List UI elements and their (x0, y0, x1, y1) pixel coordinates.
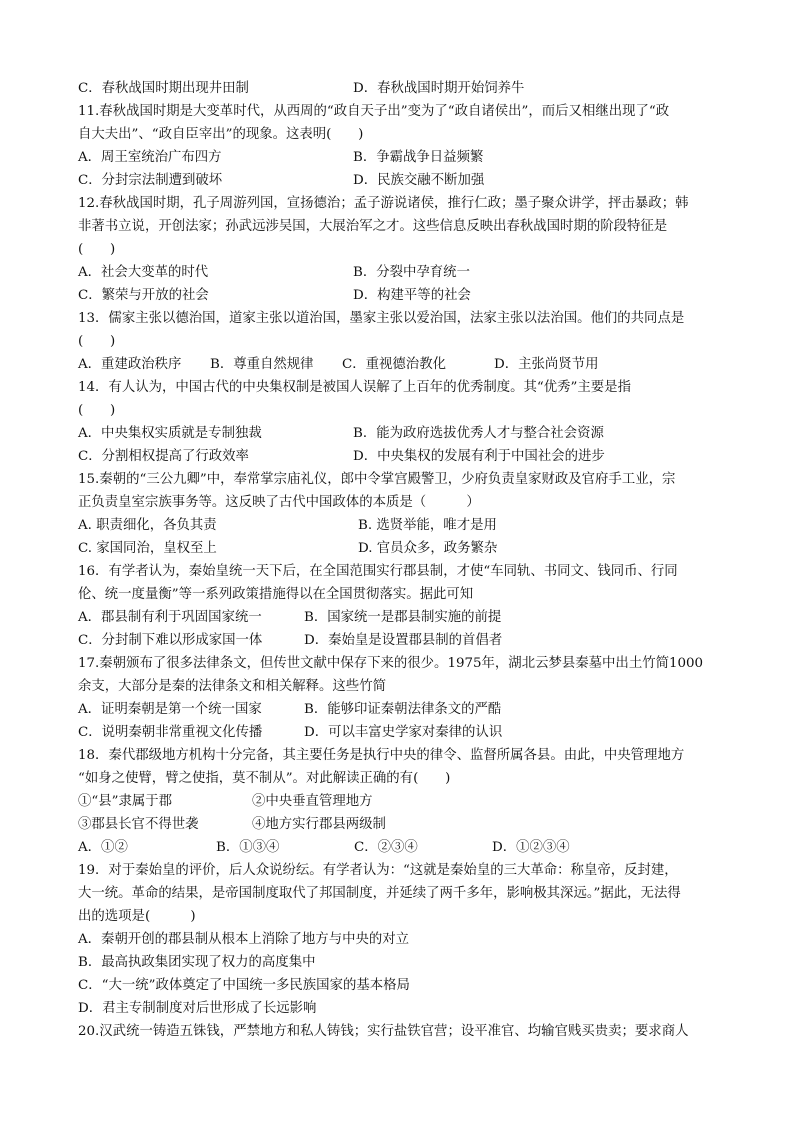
option-d: D．秦始皇是设置郡县制的首倡者 (304, 633, 503, 648)
question-14-stem: 14．有人认为，中国古代的中央集权制是被国人误解了上百年的优秀制度。其“优秀”主要是指 (78, 380, 631, 395)
statement-3: ③郡县长官不得世袭 (78, 817, 199, 832)
question-12-stem-cont: 非著书立说，开创法家；孙武远涉吴国，大展治军之才。这些信息反映出春秋战国时期的阶段特征是 (78, 219, 668, 234)
question-18-stem: 18．秦代郡级地方机构十分完备，其主要任务是执行中央的律令、监督所属各县。由此，中央管理地方 (78, 748, 685, 763)
option-b: B．能为政府选拔优秀人才与整合社会资源 (353, 426, 604, 441)
option-row (78, 517, 718, 535)
option-row (78, 448, 718, 466)
statement-2: ②中央垂直管理地方 (252, 794, 373, 809)
question-16-stem-cont: 伦、统一度量衡”等一系列政策措施得以在全国贯彻落实。据此可知 (78, 587, 474, 602)
option-a: A．郡县制有利于巩固国家统一 (78, 610, 262, 625)
option-d: D. 官员众多，政务繁杂 (358, 541, 498, 556)
option-c: C．“大一统”政体奠定了中国统一多民族国家的基本格局 (78, 978, 410, 993)
question-15-stem: 15.秦朝的“三公九卿”中，奉常掌宗庙礼仪，郎中令掌宫殿警卫，少府负责皇家财政及官府手工业，宗 (78, 472, 676, 487)
option-a: A．秦朝开创的郡县制从根本上消除了地方与中央的对立 (78, 932, 410, 947)
option-d: D．春秋战国时期开始饲养牛 (353, 81, 525, 96)
option-d: D．构建平等的社会 (353, 288, 471, 303)
option-c: C．说明秦朝非常重视文化传播 (78, 725, 263, 740)
option-b: B．①③④ (216, 840, 280, 855)
option-a: A．证明秦朝是第一个统一国家 (78, 702, 262, 717)
question-11-stem-cont: 自大夫出”、“政自臣宰出”的现象。这表明( ) (78, 127, 364, 142)
answer-blank: ( ) (78, 334, 116, 349)
option-a: A．周王室统治广布四方 (78, 150, 222, 165)
question-11-stem: 11.春秋战国时期是大变革时代，从西周的“政自天子出”变为了“政自诸侯出”，而后又相继出现了“政 (78, 104, 670, 119)
option-b: B．最高执政集团实现了权力的高度集中 (78, 955, 316, 970)
option-row (78, 701, 718, 719)
option-row (78, 540, 718, 558)
question-18-stem-cont: “如身之使臂，臂之使指，莫不制从”。对此解读正确的有( ) (78, 771, 451, 786)
option-a: A．①② (78, 840, 128, 855)
question-16-stem: 16．有学者认为，秦始皇统一天下后，在全国范围实行郡县制，才使“车同轨、书同文、钱同币、行同 (78, 564, 678, 579)
option-a: A．社会大变革的时代 (78, 265, 209, 280)
option-c: C．繁荣与开放的社会 (78, 288, 209, 303)
question-19-stem-cont: 大一统。革命的结果，是帝国制度取代了邦国制度，并延续了两千多年，影响极其深远。”据此，无法得 (78, 886, 681, 901)
option-a: A. 职责细化，各负其责 (78, 518, 217, 533)
option-b: B．能够印证秦朝法律条文的严酷 (304, 702, 502, 717)
option-d: D．中央集权的发展有利于中国社会的进步 (353, 449, 605, 464)
statement-4: ④地方实行郡县两级制 (252, 817, 386, 832)
option-row (78, 425, 718, 443)
option-d: D．可以丰富史学家对秦律的认识 (304, 725, 503, 740)
option-d: D．君主专制制度对后世形成了长远影响 (78, 1001, 317, 1016)
option-row (78, 724, 718, 742)
option-b: B．争霸战争日益频繁 (353, 150, 484, 165)
question-17-stem: 17.秦朝颁布了很多法律条文，但传世文献中保存下来的很少。1975年，湖北云梦县秦墓中出土竹简1000 (78, 656, 704, 671)
option-b: B. 选贤举能，唯才是用 (358, 518, 497, 533)
option-b: B．尊重自然规律 (210, 357, 314, 372)
statement-row (78, 816, 718, 834)
question-19-stem: 19．对于秦始皇的评价，后人众说纷纭。有学者认为：“这就是秦始皇的三大革命：称皇帝，反封建， (78, 863, 678, 878)
question-12-stem: 12.春秋战国时期，孔子周游列国，宣扬德治；孟子游说诸侯，推行仁政；墨子聚众讲学，抨击暴政；韩 (78, 196, 689, 211)
answer-blank: ( ) (78, 242, 116, 257)
option-row (78, 287, 718, 305)
option-c: C．分割相权提高了行政效率 (78, 449, 249, 464)
statement-row (78, 793, 718, 811)
option-c: C. 家国同治，皇权至上 (78, 541, 217, 556)
option-a: A．中央集权实质就是专制独裁 (78, 426, 262, 441)
question-13-stem: 13．儒家主张以德治国，道家主张以道治国，墨家主张以爱治国，法家主张以法治国。他们的共同点是 (78, 311, 685, 326)
option-b: B．分裂中孕育统一 (353, 265, 470, 280)
option-d: D．主张尚贤节用 (494, 357, 599, 372)
answer-blank: ( ) (78, 403, 116, 418)
question-17-stem-cont: 余支，大部分是秦的法律条文和相关解释。这些竹简 (78, 679, 386, 694)
option-b: B．国家统一是郡县制实施的前提 (304, 610, 502, 625)
option-row (78, 80, 718, 98)
statement-1: ①“县”隶属于郡 (78, 794, 173, 809)
option-c: C．春秋战国时期出现井田制 (78, 81, 249, 96)
option-row (78, 632, 718, 650)
option-d: D．①②③④ (492, 840, 570, 855)
option-row (78, 149, 718, 167)
option-d: D．民族交融不断加强 (353, 173, 485, 188)
question-19-stem-cont: 出的选项是( ) (78, 909, 196, 924)
option-a: A．重建政治秩序 (78, 357, 182, 372)
option-row (78, 172, 718, 190)
option-c: C．②③④ (354, 840, 418, 855)
option-row (78, 609, 718, 627)
option-c: C．分封制下难以形成家国一体 (78, 633, 263, 648)
question-15-stem-cont: 正负责皇室宗族事务等。这反映了古代中国政体的本质是（ ） (78, 495, 480, 510)
option-c: C．分封宗法制遭到破坏 (78, 173, 223, 188)
option-c: C．重视德治教化 (342, 357, 446, 372)
question-20-stem: 20.汉武统一铸造五铢钱，严禁地方和私人铸钱；实行盐铁官营；设平准官、均输官贱买贵卖；要求商人 (78, 1024, 689, 1039)
option-row (78, 264, 718, 282)
